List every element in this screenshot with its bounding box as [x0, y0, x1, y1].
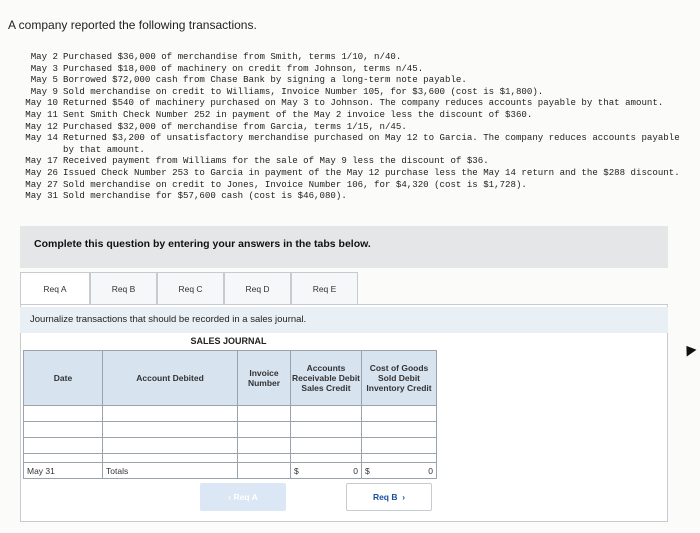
transaction-text: Purchased $36,000 of merchandise from Smith, terms 1/10, n/40. [63, 51, 402, 62]
transaction-text: Returned $540 of machinery purchased on May 3 to Johnson. The company reduces accounts payable by that amount. [63, 97, 664, 109]
totals-date: May 31 [24, 463, 103, 479]
transaction-row [20, 97, 696, 109]
transaction-row [20, 63, 696, 75]
transaction-text: Received payment from Williams for the sale of May 9 less the discount of $36. [63, 155, 489, 167]
transaction-row [20, 109, 696, 121]
transaction-date: May 12 [25, 120, 58, 132]
account-input[interactable] [103, 438, 238, 454]
transaction-text: Sold merchandise for $57,600 cash (cost is $46,080). [63, 190, 347, 202]
transaction-date: May 5 [30, 74, 58, 86]
table-row [24, 438, 437, 454]
requirement-tabs [20, 272, 358, 304]
mouse-cursor-icon [682, 342, 697, 356]
cogs-amount-input[interactable] [362, 438, 437, 454]
date-input[interactable] [24, 406, 103, 422]
currency-symbol: $ [294, 465, 299, 476]
column-header-ar: Accounts Receivable Debit Sales Credit [291, 351, 362, 406]
date-input[interactable] [24, 422, 103, 438]
transaction-text: Borrowed $72,000 cash from Chase Bank by signing a long-term note payable. [63, 74, 467, 86]
chevron-left-icon: ‹ [228, 492, 234, 502]
next-tab-label: Req B [372, 492, 398, 502]
transaction-row [20, 121, 696, 133]
transaction-text: Sold merchandise on credit to Williams, Invoice Number 105, for $3,600 (cost is $1,800). [63, 85, 544, 97]
transaction-date: May 14 [25, 132, 58, 144]
transaction-text: Returned $3,200 of unsatisfactory merchandise purchased on May 12 to Garcia. The company reduces accounts payable by that amount. [63, 132, 680, 155]
transaction-row [20, 155, 696, 167]
ar-amount-input[interactable] [291, 422, 362, 438]
cogs-amount-input[interactable] [362, 406, 437, 422]
transaction-row [20, 86, 696, 98]
ar-amount-input[interactable] [291, 438, 362, 454]
transaction-row [20, 51, 696, 63]
transaction-row [20, 179, 696, 191]
transaction-text: Sold merchandise on credit to Jones, Invoice Number 106, for $4,320 (cost is $1,728). [63, 178, 527, 190]
invoice-input[interactable] [238, 406, 291, 422]
invoice-input[interactable] [238, 438, 291, 454]
instructions-banner: Complete this question by entering your answers in the tabs below. [20, 226, 668, 268]
tab-req-a[interactable]: Req A [20, 272, 90, 304]
totals-label: Totals [103, 463, 238, 479]
transaction-date: May 10 [25, 97, 58, 109]
question-prompt: Journalize transactions that should be recorded in a sales journal. [20, 307, 668, 333]
transaction-text: Purchased $18,000 of machinery on credit from Johnson, terms n/45. [63, 62, 424, 74]
transaction-list [20, 51, 696, 202]
transaction-row [20, 167, 696, 179]
transaction-date: May 31 [25, 190, 58, 202]
column-header-cogs: Cost of Goods Sold Debit Inventory Credit [362, 351, 437, 406]
transaction-text: Sent Smith Check Number 252 in payment of the May 2 invoice less the discount of $360. [63, 108, 533, 120]
transaction-row [20, 132, 696, 155]
chevron-right-icon: › [397, 492, 406, 502]
sales-journal-table [23, 350, 437, 479]
currency-symbol: $ [365, 465, 370, 476]
totals-ar-value: 0 [353, 465, 358, 476]
transaction-date: May 11 [25, 108, 58, 120]
totals-cogs-cell [362, 463, 437, 479]
transaction-date: May 27 [25, 178, 58, 190]
tab-req-c[interactable]: Req C [157, 272, 224, 304]
account-input[interactable] [103, 422, 238, 438]
cogs-amount-input[interactable] [362, 422, 437, 438]
table-row [24, 406, 437, 422]
transaction-date: May 3 [30, 62, 58, 74]
table-spacer-row [24, 454, 437, 463]
invoice-input[interactable] [238, 422, 291, 438]
date-input[interactable] [24, 438, 103, 454]
problem-intro: A company reported the following transactions. [8, 18, 257, 32]
totals-ar-cell [291, 463, 362, 479]
column-header-account: Account Debited [103, 351, 238, 406]
next-tab-button[interactable] [346, 483, 432, 511]
totals-row [24, 463, 437, 479]
transaction-date: May 2 [30, 51, 58, 62]
prev-tab-label: Req A [233, 492, 258, 502]
transaction-date: May 17 [25, 155, 58, 167]
totals-cogs-value: 0 [428, 465, 433, 476]
column-header-date: Date [24, 351, 103, 406]
ar-amount-input[interactable] [291, 406, 362, 422]
transaction-date: May 26 [25, 166, 58, 178]
account-input[interactable] [103, 406, 238, 422]
column-header-invoice: Invoice Number [238, 351, 291, 406]
transaction-row [20, 190, 696, 202]
transaction-text: Purchased $32,000 of merchandise from Garcia, terms 1/15, n/45. [63, 120, 407, 132]
prev-tab-button[interactable] [200, 483, 286, 511]
journal-title: SALES JOURNAL [190, 336, 267, 346]
transaction-date: May 9 [30, 85, 58, 97]
tab-req-e[interactable]: Req E [291, 272, 358, 304]
tab-req-b[interactable]: Req B [90, 272, 157, 304]
tab-req-d[interactable]: Req D [224, 272, 291, 304]
transaction-text: Issued Check Number 253 to Garcia in payment of the May 12 purchase less the May 14 return and the $288 discount. [63, 166, 680, 178]
transaction-row [20, 74, 696, 86]
table-row [24, 422, 437, 438]
